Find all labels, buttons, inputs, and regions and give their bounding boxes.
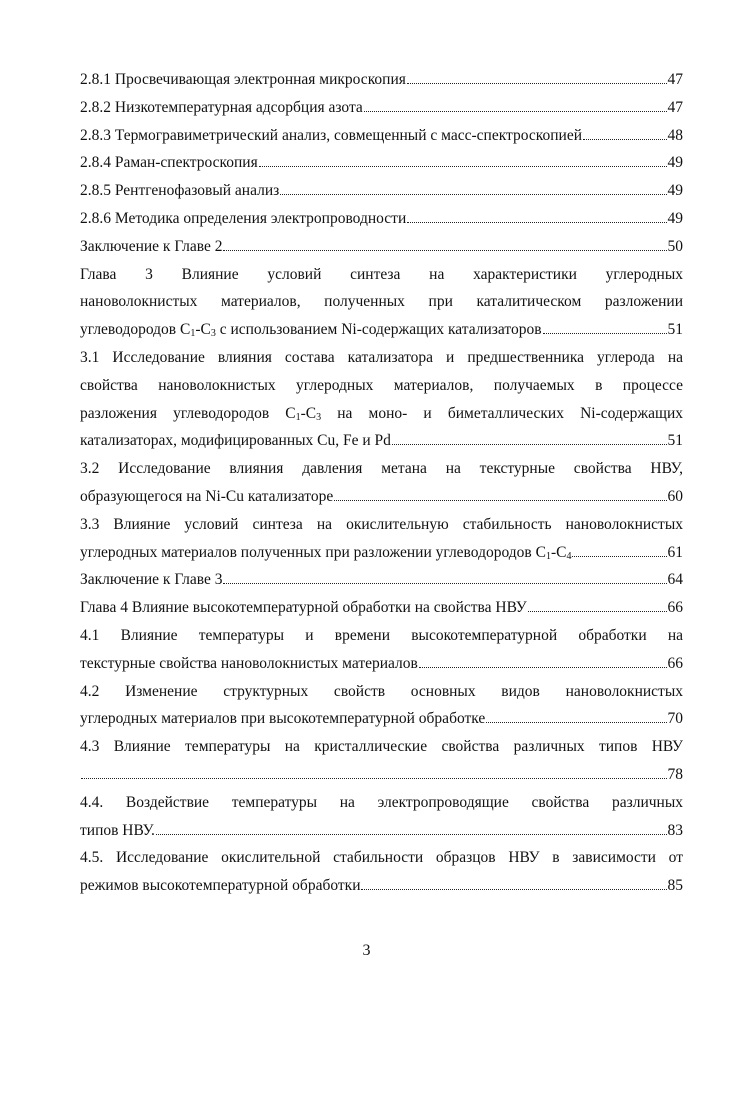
- toc-entry-page: 49: [667, 209, 683, 227]
- toc-entry-title: текстурные свойства нановолокнистых материалов: [80, 654, 418, 672]
- dot-leader: [543, 333, 667, 334]
- toc-entry-title: Глава 4 Влияние высокотемпературной обработки на свойства НВУ: [80, 599, 527, 617]
- toc-entry-chapter-4[interactable]: [80, 594, 683, 622]
- toc-entry-line: [80, 372, 683, 400]
- toc-entry-3-2[interactable]: [80, 455, 683, 511]
- toc-entry-page: 70: [667, 710, 683, 728]
- toc-entry-title: углеводородов $C_1-C_3$ с использованием Ni-содержащих катализаторов: [80, 321, 542, 340]
- toc-entry-title: режимов высокотемпературной обработки: [80, 877, 361, 895]
- toc-entry-title: свойства нановолокнистых углеродных материалов, получаемых в процессе: [80, 376, 683, 394]
- toc-entry-title: 2.8.2 Низкотемпературная адсорбция азота: [80, 98, 363, 116]
- dot-leader: [223, 250, 666, 251]
- toc-entry-line: [80, 789, 683, 817]
- toc-entry-2-8-1[interactable]: [80, 66, 683, 94]
- toc-entry-title: 3.3 Влияние условий синтеза на окислительную стабильность нановолокнистых: [80, 515, 683, 533]
- toc-entry-title: 4.5. Исследование окислительной стабильности образцов НВУ в зависимости от: [80, 849, 683, 867]
- toc-entry-title: катализаторах, модифицированных Cu, Fe и Pd: [80, 432, 391, 450]
- toc-entry-title: Заключение к Главе 2: [80, 237, 223, 255]
- toc-entry-3-1[interactable]: [80, 344, 683, 455]
- toc-entry-title: Заключение к Главе 3: [80, 571, 223, 589]
- dot-leader: [407, 222, 666, 223]
- dot-leader: [361, 889, 666, 890]
- dot-leader: [259, 166, 667, 167]
- toc-entry-line: [80, 344, 683, 372]
- dot-leader: [156, 834, 667, 835]
- toc-entry-page: 61: [667, 543, 683, 561]
- toc-entry-line: [80, 817, 683, 845]
- toc-entry-4-1[interactable]: [80, 622, 683, 678]
- toc-entry-2-8-3[interactable]: [80, 122, 683, 150]
- toc-entry-title: 2.8.3 Термогравиметрический анализ, совмещенный с масс-спектроскопией: [80, 126, 583, 144]
- toc-entry-title: Глава 3 Влияние условий синтеза на характеристики углеродных: [80, 265, 683, 283]
- toc-entry-page: 51: [667, 321, 683, 339]
- toc-entry-page: 50: [667, 237, 683, 255]
- toc-entry-title: углеродных материалов при высокотемпературной обработке: [80, 710, 486, 728]
- toc-entry-title: 4.3 Влияние температуры на кристаллические свойства различных типов НВУ: [80, 738, 683, 756]
- toc-entry-3-3[interactable]: [80, 511, 683, 567]
- toc-entry-title: 3.1 Исследование влияния состава катализатора и предшественника углерода на: [80, 348, 683, 366]
- toc-entry-page: 66: [667, 599, 683, 617]
- toc-entry-line: [80, 761, 683, 789]
- toc-entry-conclusion-3[interactable]: [80, 566, 683, 594]
- toc-entry-page: 66: [667, 654, 683, 672]
- dot-leader: [486, 722, 666, 723]
- dot-leader: [81, 778, 667, 779]
- toc-entry-page: 49: [667, 154, 683, 172]
- toc-entry-line: [80, 261, 683, 289]
- toc-entry-page: 49: [667, 182, 683, 200]
- toc-entry-4-2[interactable]: [80, 678, 683, 734]
- dot-leader: [407, 83, 667, 84]
- toc-entry-line: [80, 844, 683, 872]
- toc-entry-title: 3.2 Исследование влияния давления метана на текстурные свойства НВУ,: [80, 460, 683, 478]
- toc-entry-line: [80, 539, 683, 567]
- dot-leader: [364, 111, 667, 112]
- toc-entry-page: 60: [667, 487, 683, 505]
- toc-entry-line: [80, 483, 683, 511]
- toc-entry-title: 2.8.5 Рентгенофазовый анализ: [80, 182, 280, 200]
- toc-entry-title: 4.1 Влияние температуры и времени высокотемпературной обработки на: [80, 626, 683, 644]
- toc-entry-line: [80, 400, 683, 428]
- table-of-contents: [80, 66, 683, 900]
- toc-entry-2-8-2[interactable]: [80, 94, 683, 122]
- toc-entry-title: 4.2 Изменение структурных свойств основных видов нановолокнистых: [80, 682, 683, 700]
- toc-entry-page: 51: [667, 432, 683, 450]
- toc-entry-4-5[interactable]: [80, 844, 683, 900]
- toc-entry-2-8-5[interactable]: [80, 177, 683, 205]
- dot-leader: [572, 556, 666, 557]
- toc-entry-line: [80, 288, 683, 316]
- page-number: 3: [362, 942, 371, 959]
- toc-entry-line: [80, 511, 683, 539]
- toc-entry-title: 2.8.6 Методика определения электропроводности: [80, 209, 407, 227]
- toc-entry-line: [80, 733, 683, 761]
- toc-entry-title: 2.8.1 Просвечивающая электронная микроскопия: [80, 71, 406, 88]
- toc-entry-4-4[interactable]: [80, 789, 683, 845]
- toc-entry-page: 47: [667, 71, 683, 88]
- dot-leader: [583, 139, 666, 140]
- toc-entry-page: 48: [667, 126, 683, 144]
- dot-leader: [223, 583, 666, 584]
- toc-entry-conclusion-2[interactable]: [80, 233, 683, 261]
- toc-entry-4-3[interactable]: [80, 733, 683, 789]
- toc-entry-line: [80, 455, 683, 483]
- dot-leader: [280, 194, 666, 195]
- toc-entry-title: нановолокнистых материалов, полученных при каталитическом разложении: [80, 293, 683, 311]
- toc-entry-2-8-6[interactable]: [80, 205, 683, 233]
- toc-entry-title: образующегося на Ni-Cu катализаторе: [80, 487, 334, 505]
- toc-entry-line: [80, 650, 683, 678]
- toc-entry-title: 4.4. Воздействие температуры на электропроводящие свойства различных: [80, 793, 683, 811]
- toc-entry-page: 83: [667, 821, 683, 839]
- toc-entry-page: 64: [667, 571, 683, 589]
- toc-entry-page: 47: [667, 98, 683, 116]
- dot-leader: [419, 667, 667, 668]
- toc-entry-title: типов НВУ.: [80, 821, 155, 839]
- dot-leader: [528, 611, 667, 612]
- toc-entry-title: 2.8.4 Раман-спектроскопия: [80, 154, 258, 172]
- toc-entry-page: 85: [667, 877, 683, 895]
- toc-entry-line: [80, 678, 683, 706]
- toc-entry-2-8-4[interactable]: [80, 149, 683, 177]
- dot-leader: [334, 500, 666, 501]
- toc-entry-line: [80, 316, 683, 344]
- toc-entry-page: 78: [667, 765, 683, 783]
- dot-leader: [392, 444, 667, 445]
- toc-entry-chapter-3[interactable]: [80, 261, 683, 344]
- toc-entry-title: углеродных материалов полученных при разложении углеводородов $C_1-C_4$: [80, 543, 572, 562]
- toc-entry-title: разложения углеводородов $C_1-C_3$ на моно- и биметаллических Ni-содержащих: [80, 404, 683, 423]
- toc-entry-line: [80, 622, 683, 650]
- toc-entry-line: [80, 427, 683, 455]
- toc-entry-line: [80, 872, 683, 900]
- toc-entry-line: [80, 705, 683, 733]
